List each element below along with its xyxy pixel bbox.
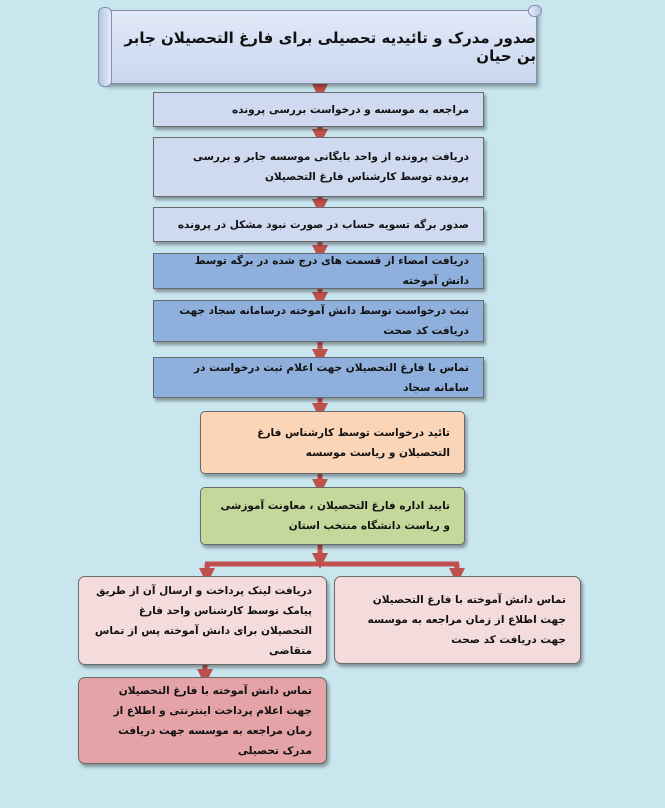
step-5 <box>153 300 484 342</box>
step-5-text: ثبت درخواست توسط دانش آموخته درسامانه سجاد جهت دریافت کد صحت <box>179 305 469 337</box>
page-title: صدور مدرک و تائیدیه تحصیلی برای فارغ التحصیلان جابر بن حیان <box>124 29 536 65</box>
step-2-text: دریافت پرونده از واحد بایگانی موسسه جابر و بررسی پرونده توسط کارشناس فارغ التحصیلان <box>192 151 469 183</box>
step-3-text: صدور برگه تسویه حساب در صورت نبود مشکل در پرونده <box>177 218 469 231</box>
final-step-box <box>78 677 327 764</box>
step-4-text: دریافت امضاء از قسمت های درج شده در برگه توسط دانش آموخته <box>194 255 469 287</box>
step-1-text: مراجعه به موسسه و درخواست بررسی پرونده <box>231 103 469 116</box>
step-2 <box>153 137 484 197</box>
step-7-text: تائید درخواست توسط کارشناس فارغ التحصیلان و ریاست موسسه <box>257 426 450 459</box>
step-1 <box>153 92 484 127</box>
step-7 <box>200 411 465 474</box>
step-8-text: تایید اداره فارغ التحصیلان ، معاونت آموزشی و ریاست دانشگاه منتخب استان <box>220 500 450 532</box>
step-6-text: تماس با فارغ التحصیلان جهت اعلام ثبت درخواست در سامانه سجاد <box>194 361 469 394</box>
title-scroll <box>103 10 537 84</box>
step-4 <box>153 253 484 289</box>
branch-left-text: دریافت لینک پرداخت و ارسال آن از طریق پیامک توسط کارشناس واحد فارغ التحصیلان برای دانش آموخته پس از تماس متقاضی <box>94 584 312 657</box>
branch-left-box <box>78 576 327 665</box>
branch-right-text: تماس دانش آموخته با فارغ التحصیلان جهت اطلاع از زمان مراجعه به موسسه جهت دریافت کد صحت <box>367 594 566 646</box>
step-8 <box>200 487 465 545</box>
final-step-text: تماس دانش آموخته با فارغ التحصیلان جهت اعلام پرداخت اینترنتی و اطلاع از زمان مراجعه به موسسه جهت دریافت مدرک تحصیلی <box>113 684 312 757</box>
branch-right-box <box>334 576 581 664</box>
step-3 <box>153 207 484 242</box>
step-6 <box>153 357 484 398</box>
